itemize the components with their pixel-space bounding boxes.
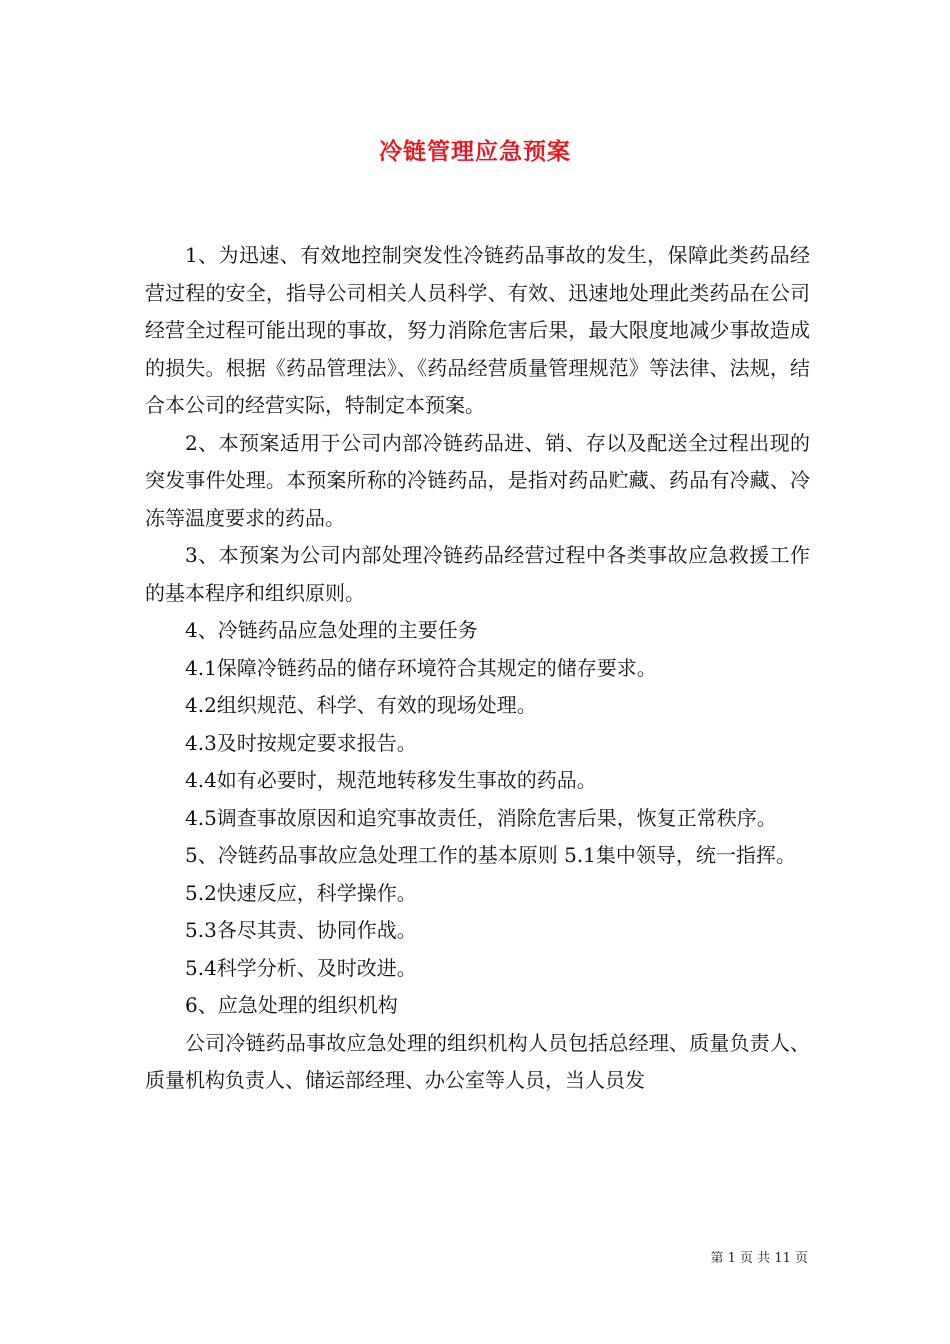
paragraph: 4.4如有必要时，规范地转移发生事故的药品。 bbox=[185, 768, 597, 792]
paragraph: 4.5调查事故原因和追究事故责任，消除危害后果，恢复正常秩序。 bbox=[185, 805, 777, 830]
paragraph: 4.1保障冷链药品的储存环境符合其规定的储存要求。 bbox=[185, 655, 657, 680]
paragraph: 5、冷链药品事故应急处理工作的基本原则 5.1集中领导，统一指挥。 bbox=[185, 843, 796, 867]
document-body bbox=[145, 237, 810, 1100]
paragraph: 5.2快速反应，科学操作。 bbox=[185, 880, 417, 905]
page-number: 第 1 页 共 11 页 bbox=[710, 1251, 808, 1266]
paragraph: 4、冷链药品应急处理的主要任务 bbox=[185, 618, 478, 642]
paragraph: 2、本预案适用于公司内部冷链药品进、销、存以及配送全过程出现的突发事件处理。本预案所称的冷链药品，是指对药品贮藏、药品有冷藏、冷冻等温度要求的药品。 bbox=[145, 430, 810, 530]
paragraph: 5.3各尽其责、协同作战。 bbox=[185, 918, 417, 942]
paragraph: 1、为迅速、有效地控制突发性冷链药品事故的发生，保障此类药品经营过程的安全，指导公司相关人员科学、有效、迅速地处理此类药品在公司经营全过程可能出现的事故，努力消除危害后果，最大限度地减少事故造成的损失。根据《药品管理法》、《药品经营质量管理规范》等法律、法规，结合本公司的经营实际，特制定本预案。 bbox=[145, 243, 810, 417]
paragraph: 6、应急处理的组织机构 bbox=[185, 993, 398, 1017]
paragraph: 5.4科学分析、及时改进。 bbox=[185, 955, 417, 980]
paragraph: 4.3及时按规定要求报告。 bbox=[185, 730, 417, 755]
paragraph: 4.2组织规范、科学、有效的现场处理。 bbox=[185, 693, 537, 717]
paragraph: 公司冷链药品事故应急处理的组织机构人员包括总经理、质量负责人、质量机构负责人、储运部经理、办公室等人员，当人员发 bbox=[145, 1030, 810, 1092]
document-title: 冷链管理应急预案 bbox=[379, 138, 571, 165]
paragraph: 3、本预案为公司内部处理冷链药品经营过程中各类事故应急救援工作的基本程序和组织原则。 bbox=[145, 543, 810, 605]
